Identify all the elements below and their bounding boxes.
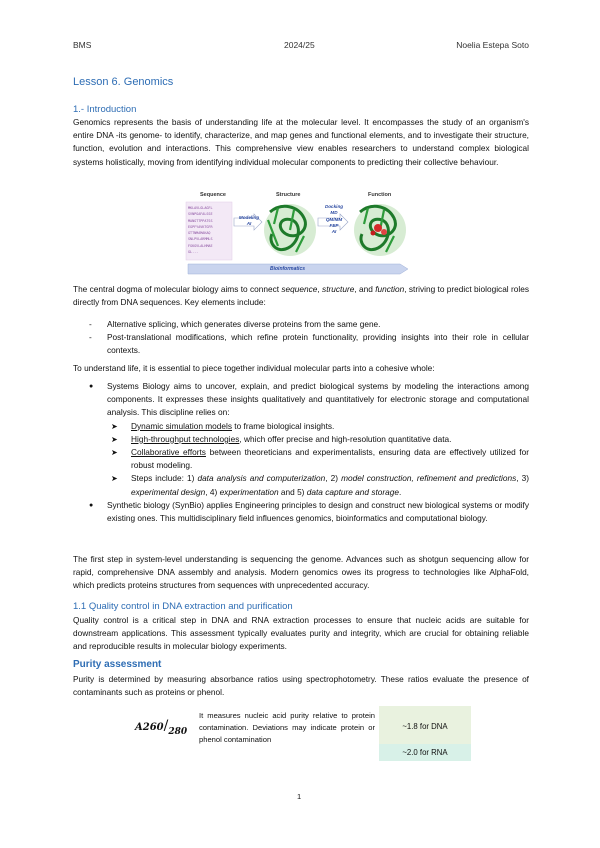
sequencing-paragraph: The first step in system-level understanding is sequencing the genome. Advances such as shotgun sequencing allow for rapid, comprehensive DNA assembly and analysis. Modern genomics owes its progress to technologies like AlphaFold, which predicts proteins structures from sequences with unprecedented accuracy.	[73, 554, 529, 591]
protein-structure-image	[264, 204, 316, 256]
protein-function-image	[354, 204, 406, 256]
systems-biology-sublist	[107, 420, 529, 499]
list-item: ➤ Dynamic simulation models to frame biological insights.	[107, 420, 529, 433]
dna-ratio-value: ~1.8 for DNA	[402, 722, 448, 731]
figure-label-function: Function	[368, 192, 392, 198]
arrow2-labels: Docking MD QM/MM FEP AI	[324, 204, 344, 235]
list-item: ➤ High-throughput technologies, which offer precise and high-resolution quantitative data.	[107, 433, 529, 446]
ligand-icon	[374, 224, 382, 232]
ratio-formula: A260/280	[135, 718, 188, 737]
central-dogma-figure	[178, 190, 416, 276]
figure-label-sequence: Sequence	[200, 192, 226, 198]
quality-control-paragraph: Quality control is a critical step in DNA and RNA extraction processes to ensure that nucleic acids are suitable for downstream applications. This assessment typically evaluates purity and integrity, which are crucial for obtaining reliable and reproducible results in molecular biology experiments.	[73, 615, 529, 652]
purity-ratio-table	[135, 706, 471, 762]
intro-paragraph: Genomics represents the basis of understanding life at the molecular level. It encompasses the study of an organism's entire DNA -its genome- to identify, characterize, and map genes and functional elements, and to investigate their structure, function, evolution and interactions. This comprehensive view enables researchers to understand complex biological systems holistically, moving from identifying individual molecular components to predicting their collective behaviour.	[73, 117, 529, 167]
header-right: Noelia Estepa Soto	[456, 40, 529, 50]
list-item: - Post-translational modifications, which refine protein functionality, providing insights into their role in cellular contexts.	[73, 331, 529, 357]
central-dogma-paragraph: The central dogma of molecular biology aims to connect sequence, structure, and function, striving to predict biological roles directly from DNA sequences. Key elements include:	[73, 284, 529, 308]
section-heading-introduction: 1.- Introduction	[73, 104, 137, 115]
list-item: ➤ Collaborative efforts between theoreticians and experimentalists, ensuring data are effectively utilized for robust modeling.	[107, 446, 529, 472]
sequence-text: MKLAVLGLAGFL SVNPGAFALSSE MANGTTPPATSS EGPFYAVKTGFR GTTNMAMAKAQ SNLPVLARMMLS FGKGVLALHMAE GL...	[188, 206, 213, 255]
purity-heading: Purity assessment	[73, 659, 162, 670]
list-item: - Alternative splicing, which generates diverse proteins from the same gene.	[73, 318, 529, 331]
page-number: 1	[297, 792, 302, 801]
key-elements-list	[73, 318, 529, 358]
understand-life-paragraph: To understand life, it is essential to piece together individual molecular parts into a cohesive whole:	[73, 363, 435, 373]
header-left: BMS	[73, 40, 92, 50]
disciplines-list	[73, 380, 529, 525]
purity-paragraph: Purity is determined by measuring absorbance ratios using spectrophotometry. These ratios evaluate the presence of contaminants such as proteins or phenol.	[73, 674, 529, 698]
lesson-title: Lesson 6. Genomics	[73, 76, 174, 88]
figure-label-structure: Structure	[276, 192, 301, 198]
figure-label-bioinformatics: Bioinformatics	[270, 266, 306, 272]
header-center: 2024/25	[284, 40, 315, 50]
arrow1-labels: Modeling AI	[238, 215, 260, 226]
list-item-systems-biology: ● Systems Biology aims to uncover, explain, and predict biological systems by modeling the interactions among components. It expresses these insights qualitatively and quantitatively for electronic storage and computational analysis. This discipline relies on: ➤ Dynamic simulation models to frame biological insights. ➤ High-throughput technologies, which offer precise and high-resolution quantitative data. ➤ Collaborative efforts between theoreticians and experimentalists, ensuring data are effectively utilized for robust modeling. ➤ Steps include: 1) data analysis and computerization, 2) model construction, refinement and predictions, 3) experimental design, 4) experimentation and 5) data capture and storage.	[73, 380, 529, 499]
list-item: ➤ Steps include: 1) data analysis and computerization, 2) model construction, refinement and predictions, 3) experimental design, 4) experimentation and 5) data capture and storage.	[107, 472, 529, 498]
list-item-synthetic-biology: ● Synthetic biology (SynBio) applies Engineering principles to design and construct new biological systems or modify existing ones. This multidisciplinary field influences genomics, bioinformatics and computational biology.	[73, 499, 529, 525]
ratio-description: It measures nucleic acid purity relative to protein contamination. Deviations may indicate protein or phenol contamination	[199, 711, 375, 744]
section-heading-quality-control: 1.1 Quality control in DNA extraction and purification	[73, 601, 293, 612]
rna-ratio-value: ~2.0 for RNA	[402, 748, 448, 757]
